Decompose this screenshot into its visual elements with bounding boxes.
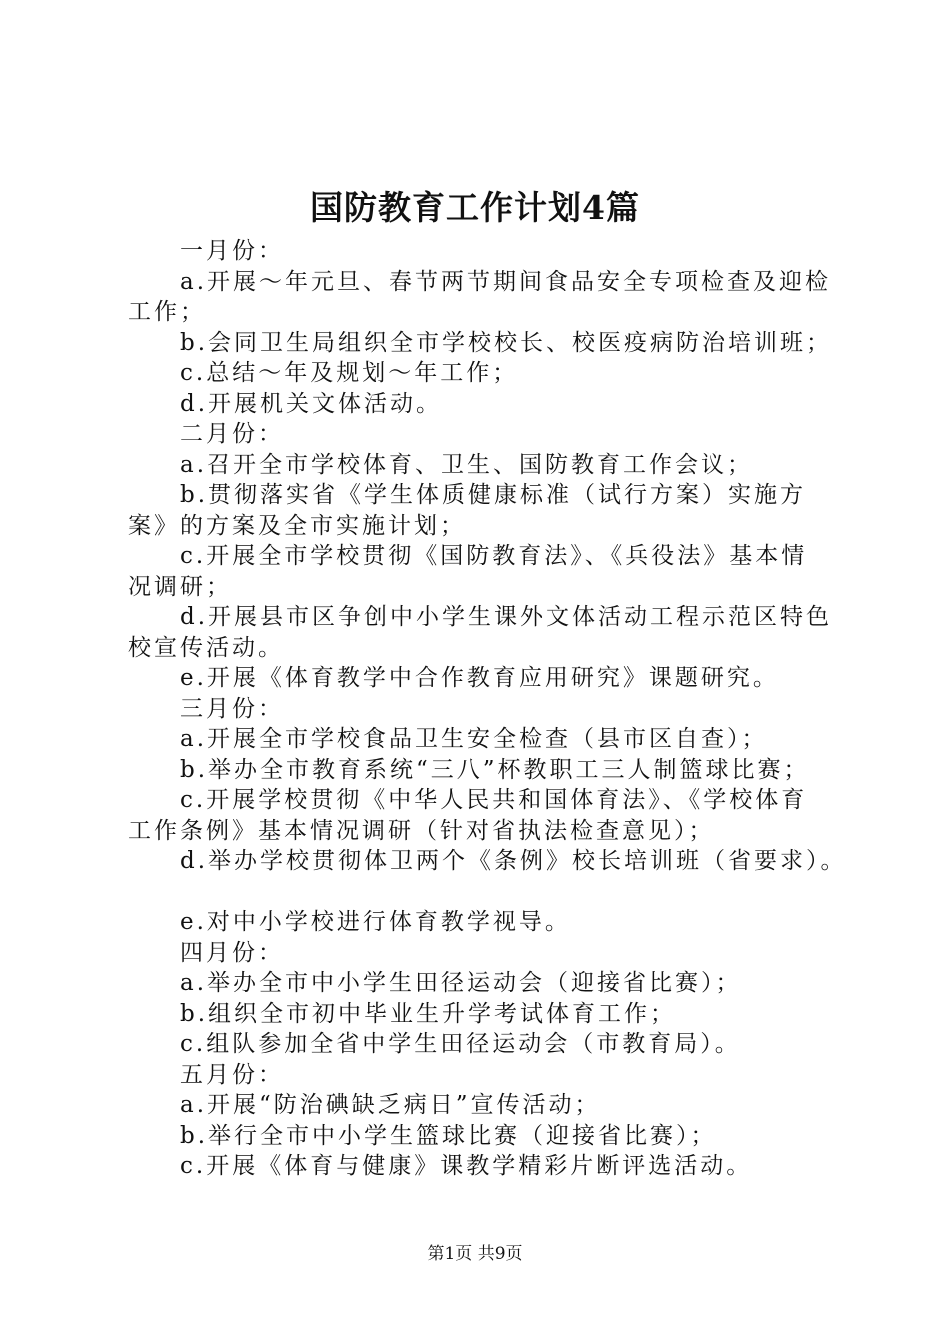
month-heading-feb: 二月份： [180,421,284,447]
month-heading-may: 五月份： [180,1061,284,1088]
plan-item-continuation: 校宣传活动。 [128,634,284,661]
plan-item: e.对中小学校进行体育教学视导。 [180,909,571,935]
plan-item-continuation: 工作条例》基本情况调研（针对省执法检查意见）； [128,817,715,844]
month-heading-apr: 四月份： [180,939,284,966]
plan-item: b.贯彻落实省《学生体质健康标准（试行方案）实施方 [180,482,807,508]
plan-item: a.举办全市中小学生田径运动会（迎接省比赛）； [180,970,742,996]
plan-item: b.举行全市中小学生篮球比赛（迎接省比赛）； [180,1122,717,1149]
document-title: 国防教育工作计划4篇 [310,188,640,227]
month-heading-mar: 三月份： [180,695,284,722]
plan-item: d.开展机关文体活动。 [180,390,443,417]
plan-item: c.总结～年及规划～年工作； [180,360,519,386]
plan-item: c.开展《体育与健康》课教学精彩片断评选活动。 [180,1153,753,1179]
plan-item: c.开展学校贯彻《中华人民共和国体育法》、《学校体育 [180,787,808,813]
plan-item: b.会同卫生局组织全市学校校长、校医疫病防治培训班； [180,329,833,356]
blank-line [128,877,838,908]
document-body [128,236,847,1182]
plan-item: d.举办学校贯彻体卫两个《条例》校长培训班（省要求）。 [180,848,847,874]
plan-item: b.组织全市初中毕业生升学考试体育工作； [180,1000,677,1027]
plan-item-continuation: 工作； [128,299,206,325]
plan-item: c.开展全市学校贯彻《国防教育法》、《兵役法》基本情 [180,543,808,569]
plan-item: a.开展～年元旦、春节两节期间食品安全专项检查及迎检 [180,268,832,295]
plan-item: b.举办全市教育系统“三八”杯教职工三人制篮球比赛； [180,756,810,783]
plan-item: a.开展“防治碘缺乏病日”宣传活动； [180,1092,601,1118]
plan-item: d.开展县市区争创中小学生课外文体活动工程示范区特色 [180,604,833,630]
plan-item-continuation: 案》的方案及全市实施计划； [128,512,466,539]
page-footer: 第1页 共9页 [427,1244,523,1264]
month-heading-jan: 一月份： [180,238,284,264]
plan-item-continuation: 况调研； [128,573,232,600]
plan-item: e.开展《体育教学中合作教育应用研究》课题研究。 [180,665,779,691]
plan-item: c.组队参加全省中学生田径运动会（市教育局）。 [180,1031,741,1057]
plan-item: a.开展全市学校食品卫生安全检查（县市区自查）； [180,726,768,752]
plan-item: a.召开全市学校体育、卫生、国防教育工作会议； [180,451,754,478]
